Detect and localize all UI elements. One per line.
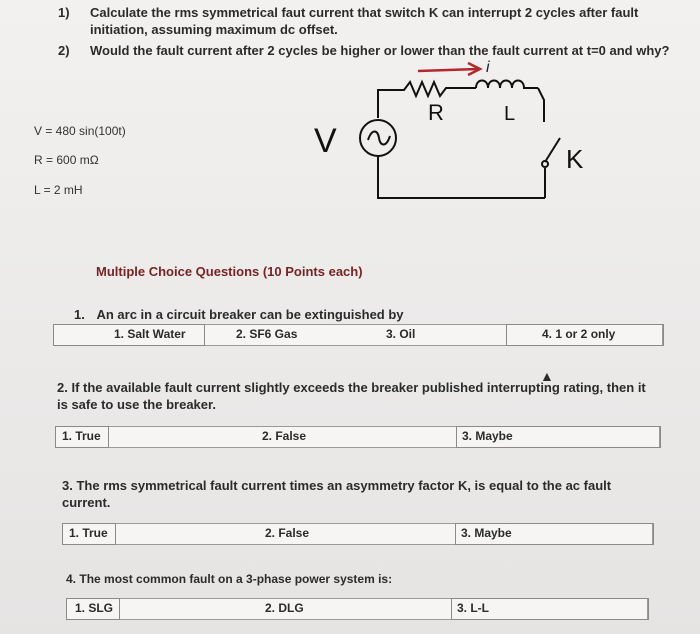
resistor-symbol <box>378 82 476 118</box>
mcq-q2-option-3[interactable]: 3. Maybe <box>462 429 513 443</box>
inductor-symbol <box>476 81 538 89</box>
circuit-diagram <box>300 58 620 208</box>
mcq-q4-option-1[interactable]: 1. SLG <box>75 601 114 615</box>
given-inductance: L = 2 mH <box>34 183 83 197</box>
mcq-q4-text: The most common fault on a 3-phase power system is: <box>79 572 393 586</box>
mcq-q1-option-1[interactable]: 1. Salt Water <box>114 327 186 341</box>
mcq-q1-option-4[interactable]: 4. 1 or 2 only <box>542 327 616 341</box>
sine-wave-icon <box>368 132 390 145</box>
mcq-q4-options <box>66 598 648 620</box>
mcq-q1-number: 1. <box>74 307 85 322</box>
bottom-wire <box>378 156 545 198</box>
mcq-q2-option-2[interactable]: 2. False <box>262 429 307 443</box>
mcq-q2-options <box>55 426 660 448</box>
switch-label: K <box>566 144 584 174</box>
mcq-q2-option-1[interactable]: 1. True <box>62 429 101 443</box>
right-wire-top <box>538 88 544 122</box>
problem-q2 <box>58 42 698 59</box>
source-label: V <box>314 122 337 160</box>
resistor-label: R <box>428 100 444 125</box>
mcq-q2 <box>57 379 657 413</box>
mcq-q3-option-3[interactable]: 3. Maybe <box>461 526 512 540</box>
problem-q1 <box>58 4 658 37</box>
mcq-q2-text: If the available fault current slightly exceeds the breaker published interrupting rating, then it is safe to use the breaker. <box>57 380 646 412</box>
inductor-label: L <box>504 103 516 125</box>
q1-text: Calculate the rms symmetrical faut current that switch K can interrupt 2 cycles after fault initiation, assuming maximum dc offset. <box>90 5 639 37</box>
mcq-q4-option-2[interactable]: 2. DLG <box>265 601 304 615</box>
mcq-q3 <box>62 477 652 511</box>
mcq-q4-option-3[interactable]: 3. L-L <box>457 601 489 615</box>
q2-number: 2) <box>58 43 70 58</box>
mcq-q3-options <box>62 523 653 545</box>
mcq-q3-number: 3. <box>62 478 73 493</box>
current-label: i <box>486 59 490 76</box>
mcq-q4 <box>66 571 646 588</box>
mcq-q3-option-2[interactable]: 2. False <box>265 526 310 540</box>
mcq-q1-options <box>53 324 663 346</box>
q1-number: 1) <box>58 5 70 20</box>
mcq-title: Multiple Choice Questions (10 Points each) <box>96 264 363 279</box>
mcq-q3-text: The rms symmetrical fault current times an asymmetry factor K, is equal to the ac fault current. <box>62 478 612 510</box>
cursor-arrow-icon: ▲ <box>540 368 554 384</box>
mcq-q3-option-1[interactable]: 1. True <box>69 526 108 540</box>
current-arrow-line <box>418 69 478 71</box>
given-resistance: R = 600 mΩ <box>34 153 99 167</box>
q2-text: Would the fault current after 2 cycles be higher or lower than the fault current at t=0 and why? <box>90 43 670 58</box>
mcq-q1-text: An arc in a circuit breaker can be extinguished by <box>96 307 404 322</box>
mcq-q1 <box>74 306 404 323</box>
mcq-q1-option-3[interactable]: 3. Oil <box>386 327 416 341</box>
switch-blade <box>545 138 560 162</box>
mcq-q1-option-2[interactable]: 2. SF6 Gas <box>236 327 298 341</box>
mcq-q4-number: 4. <box>66 572 77 586</box>
given-voltage: V = 480 sin(100t) <box>34 124 126 138</box>
mcq-q2-number: 2. <box>57 380 68 395</box>
